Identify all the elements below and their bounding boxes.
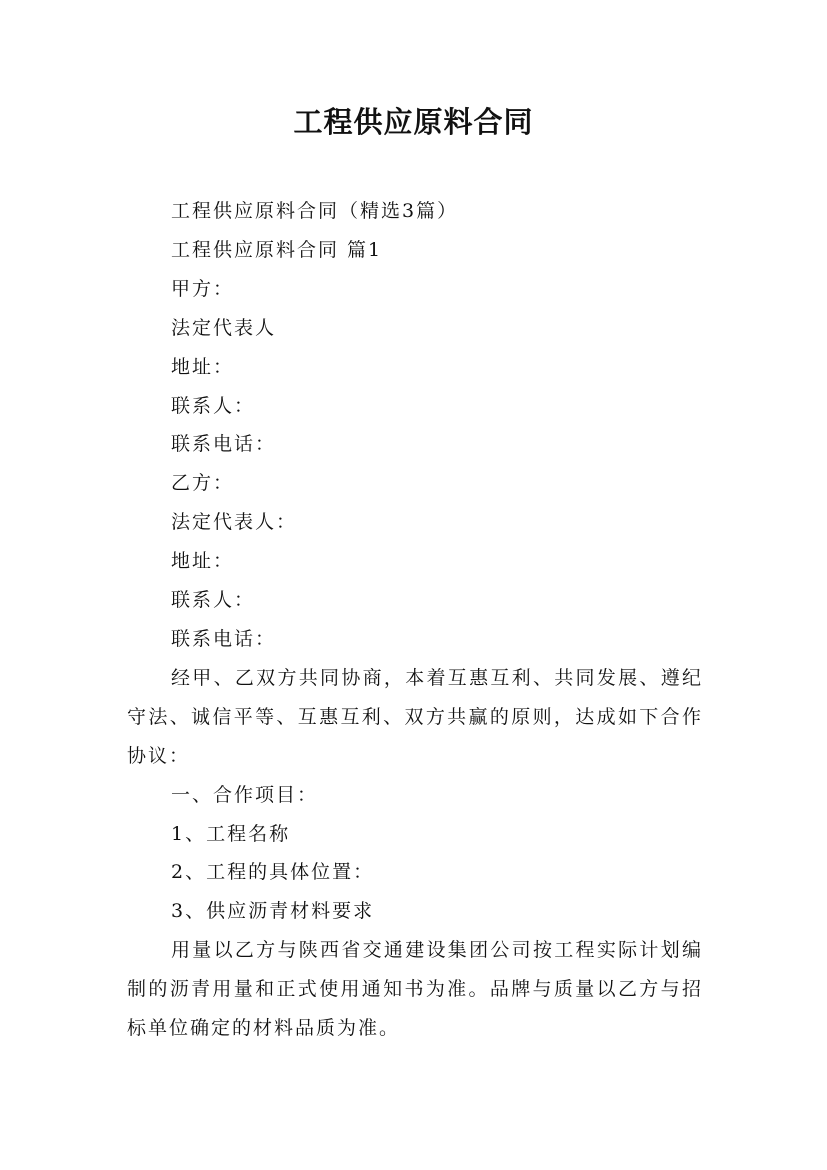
item-project-location: 2、工程的具体位置： [171,861,375,884]
document-title: 工程供应原料合同 [293,105,534,139]
paragraph-usage-quality: 用量以乙方与陕西省交通建设集团公司按工程实际计划编制的沥青用量和正式使用通知书为准。品牌与质量以乙方与招标单位确定的材料品质为准。 [127,939,703,1040]
party-a-phone: 联系电话： [171,433,277,456]
document-body [127,192,703,1048]
party-b-address: 地址： [171,550,235,573]
party-a-address: 地址： [171,355,235,378]
party-b-phone: 联系电话： [171,627,277,650]
item-material-requirements: 3、供应沥青材料要求 [171,900,375,923]
party-a-label: 甲方： [171,277,235,300]
section-cooperation-project: 一、合作项目： [171,783,319,806]
paragraph-section-heading: 工程供应原料合同 篇1 [171,238,383,261]
party-b-legal-rep: 法定代表人： [171,511,298,534]
party-b-label: 乙方： [171,472,235,495]
party-b-contact: 联系人： [171,589,256,612]
paragraph-agreement-intro: 经甲、乙双方共同协商，本着互惠互利、共同发展、遵纪守法、诚信平等、互惠互利、双方共赢的原则，达成如下合作协议： [127,666,703,767]
item-project-name: 1、工程名称 [171,822,291,845]
party-a-contact: 联系人： [171,394,256,417]
paragraph-subtitle: 工程供应原料合同（精选3篇） [171,200,459,222]
party-a-legal-rep: 法定代表人 [171,316,277,339]
